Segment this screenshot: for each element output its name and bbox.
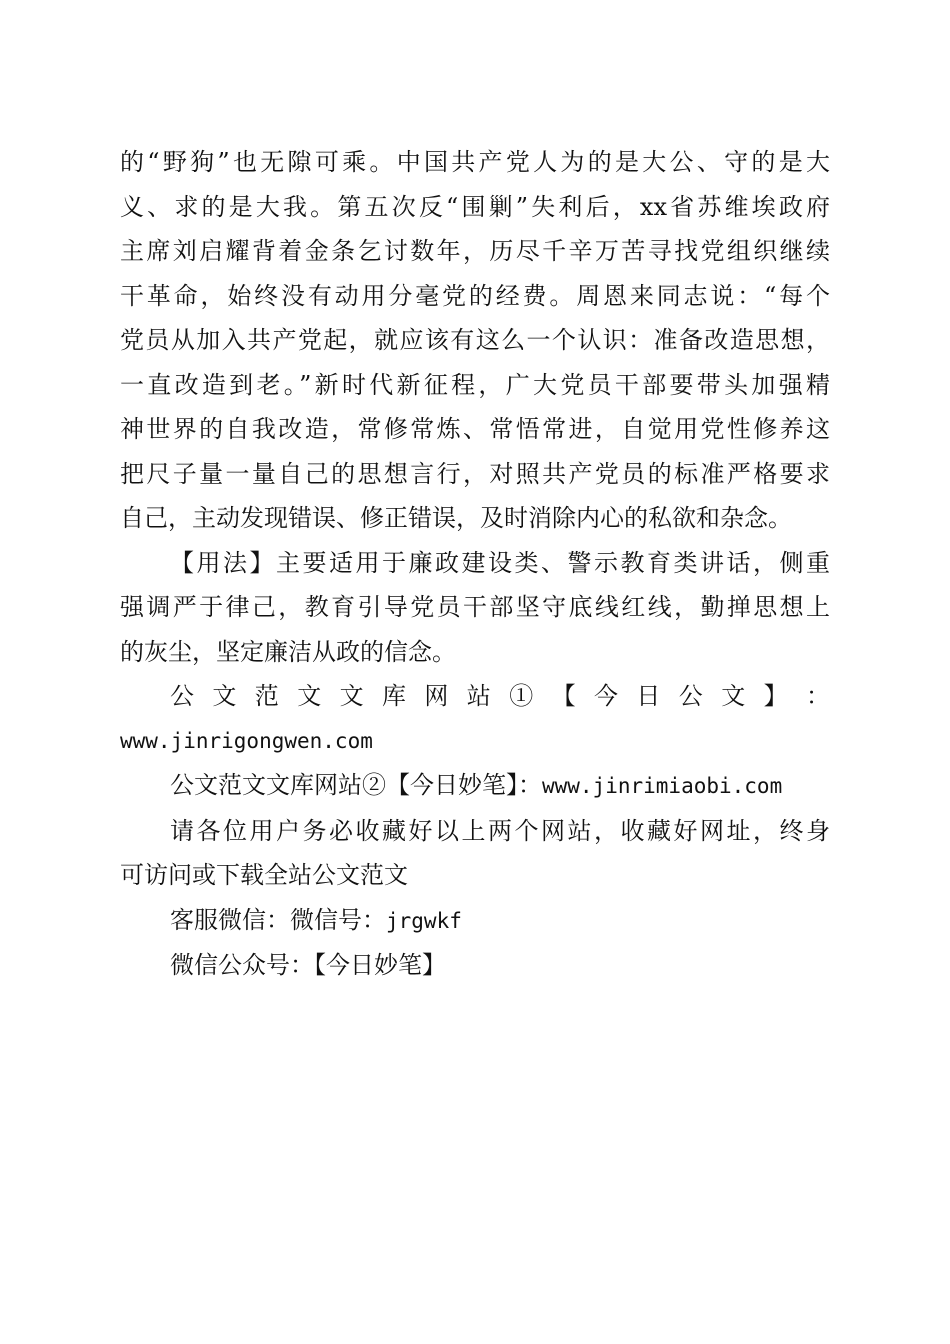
site1-label: 公 文 范 文 文 库 网 站 ① 【 今 日 公 文 】 ： [170,682,830,710]
site1-url[interactable]: www.jinrigongwen.com [120,728,373,753]
text-line: 自己，主动发现错误、修正错误，及时消除内心的私欲和杂念。 [120,504,792,532]
body-paragraph [120,140,830,541]
service-label: 客服微信：微信号： [170,905,386,934]
text-line: 干革命，始终没有动用分毫党的经费。周恩来同志说：“每个 [120,281,830,310]
text-line: 主席刘启耀背着金条乞讨数年，历尽千辛万苦寻找党组织继续 [120,237,830,265]
site2-block [120,763,830,809]
usage-line: 强调严于律己，教育引导党员干部坚守底线红线，勤掸思想上 [120,593,830,621]
site2-url[interactable]: www.jinrimiaobi.com [542,774,783,798]
site2-line [120,763,830,809]
site2-label: 公文范文文库网站②【今日妙笔】： [170,771,542,799]
notice-line: 请各位用户务必收藏好以上两个网站，收藏好网址，终身 [170,816,830,845]
site1-block [120,674,830,763]
service-line [120,898,830,944]
service-block [120,898,830,944]
usage-paragraph [120,541,830,675]
text-line: 党员从加入共产党起，就应该有这么一个认识：准备改造思想， [120,326,830,354]
text-line: 一直改造到老。”新时代新征程，广大党员干部要带头加强精 [120,370,830,399]
usage-line: 【用法】主要适用于廉政建设类、警示教育类讲话，侧重 [170,548,830,577]
service-id: jrgwkf [386,908,462,933]
usage-line: 的灰尘，坚定廉洁从政的信念。 [120,637,456,666]
text-line: 的“野狗”也无隙可乘。中国共产党人为的是大公、守的是大 [120,148,830,176]
text-line: 义、求的是大我。第五次反“围剿”失利后，xx省苏维埃政府 [120,192,830,221]
notice-paragraph [120,809,830,898]
notice-line: 可访问或下载全站公文范文 [120,861,408,889]
document-body [120,140,830,988]
official-account-block [120,943,830,988]
text-line: 神世界的自我改造，常修常炼、常悟常进，自觉用党性修养这 [120,415,830,443]
text-line: 把尺子量一量自己的思想言行，对照共产党员的标准严格要求 [120,459,830,488]
official-account: 微信公众号：【今日妙笔】 [170,951,446,979]
